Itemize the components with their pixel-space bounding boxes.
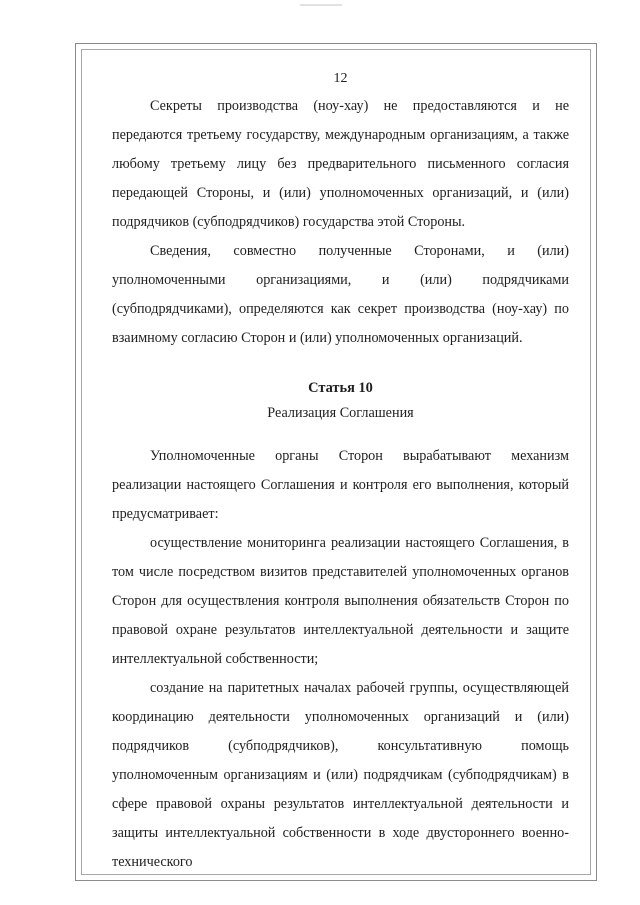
document-body (112, 68, 569, 877)
paragraph-know-how-transfer: Секреты производства (ноу-хау) не предоставляются и не передаются третьему государству, международным организациям, а также любому третьему лицу без предварительного письменного согласия передающей Стороны, и (или) уполномоченных организаций, и (или) подрядчиков (субподрядчиков) государства этой Стороны. (112, 98, 569, 230)
article-heading: Статья 10 (308, 380, 373, 396)
spacer (112, 353, 569, 376)
paragraph-implementation-mechanism: Уполномоченные органы Сторон вырабатывают механизм реализации настоящего Соглашения и контроля его выполнения, который предусматривает: (112, 448, 569, 522)
paragraph-working-group: создание на паритетных началах рабочей группы, осуществляющей координацию деятельности уполномоченных организаций и (или) подрядчиков (субподрядчиков), консультативную помощь уполномоченным организациям и (или) подрядчикам (субподрядчикам) в сфере правовой охраны результатов интеллектуальной деятельности и защиты интеллектуальной собственности в ходе двустороннего военно-технического (112, 680, 569, 870)
paragraph-monitoring: осуществление мониторинга реализации настоящего Соглашения, в том числе посредством визитов представителей уполномоченных органов Сторон для осуществления контроля выполнения обязательств Сторон по правовой охране результатов интеллектуальной деятельности и защите интеллектуальной собственности; (112, 535, 569, 667)
article-title: Реализация Соглашения (267, 405, 414, 421)
paragraph-jointly-obtained-info: Сведения, совместно полученные Сторонами, и (или) уполномоченными организациями, и (или) подрядчиками (субподрядчиками), определяются как секрет производства (ноу-хау) по взаимному согласию Сторон и (или) уполномоченных организаций. (112, 243, 569, 346)
page-number: 12 (333, 71, 348, 86)
spacer (112, 426, 569, 442)
scan-artifact (300, 4, 342, 6)
